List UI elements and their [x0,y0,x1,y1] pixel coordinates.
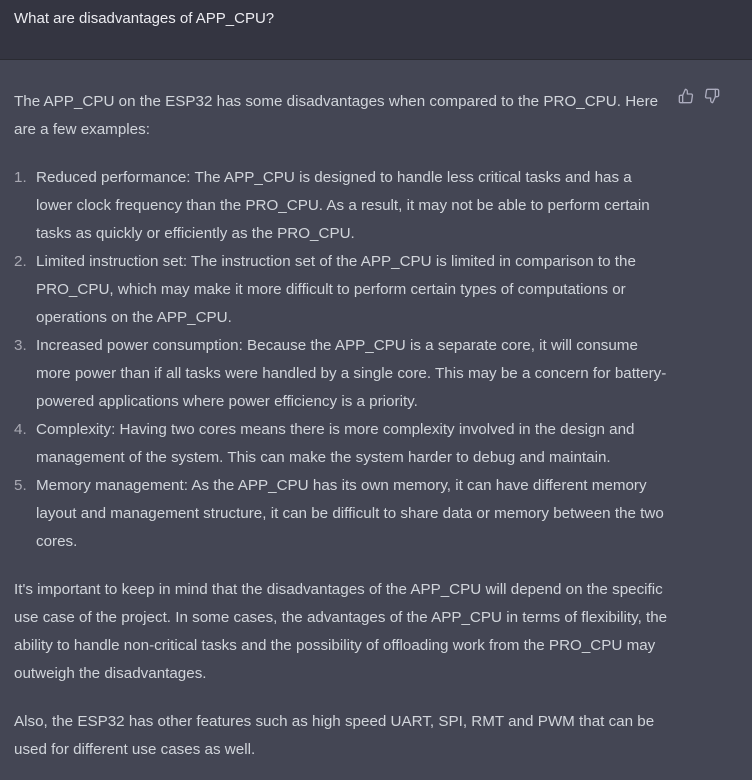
list-item-number: 2. [14,253,27,270]
response-intro: The APP_CPU on the ESP32 has some disadvantages when compared to the PRO_CPU. Here are a few examples: [14,93,659,138]
list-item [14,472,670,556]
list-item-number: 4. [14,421,27,438]
assistant-response [14,88,670,764]
list-item [14,248,670,332]
list-item-text: Increased power consumption: Because the APP_CPU is a separate core, it will consume more power than if all tasks were handled by a single core. This may be a concern for battery-powered applications where power efficiency is a priority. [36,337,667,410]
thumbs-down-icon[interactable] [704,88,720,104]
user-message [0,0,752,60]
list-item-text: Limited instruction set: The instruction set of the APP_CPU is limited in comparison to the PRO_CPU, which may make it more difficult to perform certain types of computations or operations on the APP_CPU. [36,253,636,326]
response-paragraph: It's important to keep in mind that the disadvantages of the APP_CPU will depend on the specific use case of the project. In some cases, the advantages of the APP_CPU in terms of flexibility, the ability to handle non-critical tasks and the possibility of offloading work from the PRO_CPU may outweigh the disadvantages. [14,581,668,682]
list-item [14,164,670,248]
user-prompt-text: What are disadvantages of APP_CPU? [14,10,275,27]
assistant-message [0,60,752,780]
list-item [14,332,670,416]
list-item-number: 1. [14,169,27,186]
thumbs-up-icon[interactable] [678,88,694,104]
list-item-text: Memory management: As the APP_CPU has its own memory, it can have different memory layout and management structure, it can be difficult to share data or memory between the two cores. [36,477,664,550]
list-item-number: 3. [14,337,27,354]
list-item-text: Reduced performance: The APP_CPU is designed to handle less critical tasks and has a lower clock frequency than the PRO_CPU. As a result, it may not be able to perform certain tasks as quickly or efficiently as the PRO_CPU. [36,169,650,242]
response-paragraph: Also, the ESP32 has other features such as high speed UART, SPI, RMT and PWM that can be used for different use cases as well. [14,713,655,758]
disadvantages-list [14,164,670,556]
feedback-buttons [678,88,720,104]
list-item [14,416,670,472]
list-item-number: 5. [14,477,27,494]
list-item-text: Complexity: Having two cores means there is more complexity involved in the design and management of the system. This can make the system harder to debug and maintain. [36,421,635,466]
